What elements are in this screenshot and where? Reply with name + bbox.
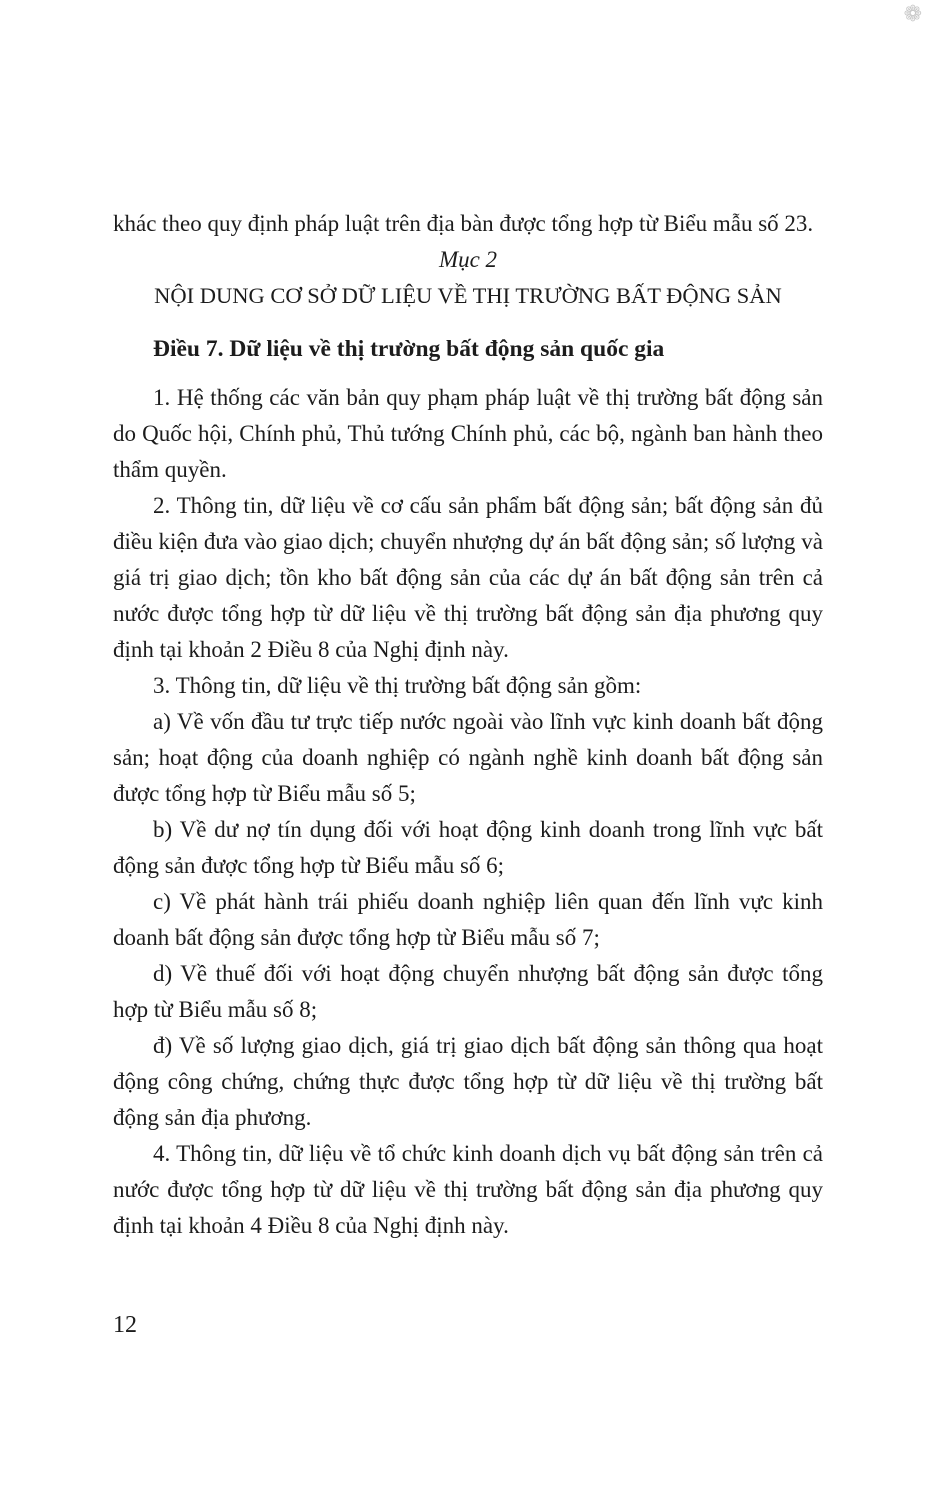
article-paragraph: đ) Về số lượng giao dịch, giá trị giao dịch bất động sản thông qua hoạt động công chứng, chứng thực được tổng hợp từ dữ liệu về thị trường bất động sản địa phương. — [113, 1033, 823, 1130]
page-number: 12 — [113, 1312, 137, 1338]
article-paragraph: 2. Thông tin, dữ liệu về cơ cấu sản phẩm bất động sản; bất động sản đủ điều kiện đưa vào giao dịch; chuyển nhượng dự án bất động sản; số lượng và giá trị giao dịch; tồn kho bất động sản của các dự án bất động sản trên cả nước được tổng hợp từ dữ liệu về thị trường bất động sản địa phương quy định tại khoản 2 Điều 8 của Nghị định này. — [113, 493, 823, 662]
section-title: NỘI DUNG CƠ SỞ DỮ LIỆU VỀ THỊ TRƯỜNG BẤT ĐỘNG SẢN — [154, 283, 782, 308]
article-paragraph: 3. Thông tin, dữ liệu về thị trường bất động sản gồm: — [153, 673, 642, 698]
article-paragraph: d) Về thuế đối với hoạt động chuyển nhượng bất động sản được tổng hợp từ Biểu mẫu số 8; — [113, 961, 823, 1022]
article-heading: Điều 7. Dữ liệu về thị trường bất động sản quốc gia — [153, 336, 665, 362]
flower-ornament-icon: ❁ — [903, 2, 922, 27]
section-label: Mục 2 — [438, 247, 498, 272]
leading-paragraph: khác theo quy định pháp luật trên địa bàn được tổng hợp từ Biểu mẫu số 23. — [113, 211, 814, 236]
article-paragraph: b) Về dư nợ tín dụng đối với hoạt động kinh doanh trong lĩnh vực bất động sản được tổng hợp từ Biểu mẫu số 6; — [113, 817, 823, 878]
article-paragraph: c) Về phát hành trái phiếu doanh nghiệp liên quan đến lĩnh vực kinh doanh bất động sản được tổng hợp từ Biểu mẫu số 7; — [113, 889, 823, 950]
article-paragraph: 1. Hệ thống các văn bản quy phạm pháp luật về thị trường bất động sản do Quốc hội, Chính phủ, Thủ tướng Chính phủ, các bộ, ngành ban hành theo thẩm quyền. — [113, 385, 823, 482]
article-paragraph: a) Về vốn đầu tư trực tiếp nước ngoài vào lĩnh vực kinh doanh bất động sản; hoạt động của doanh nghiệp có ngành nghề kinh doanh bất động sản được tổng hợp từ Biểu mẫu số 5; — [113, 709, 823, 806]
document-text-block — [113, 206, 823, 1244]
article-paragraph: 4. Thông tin, dữ liệu về tổ chức kinh doanh dịch vụ bất động sản trên cả nước được tổng hợp từ dữ liệu về thị trường bất động sản địa phương quy định tại khoản 4 Điều 8 của Nghị định này. — [113, 1141, 823, 1238]
